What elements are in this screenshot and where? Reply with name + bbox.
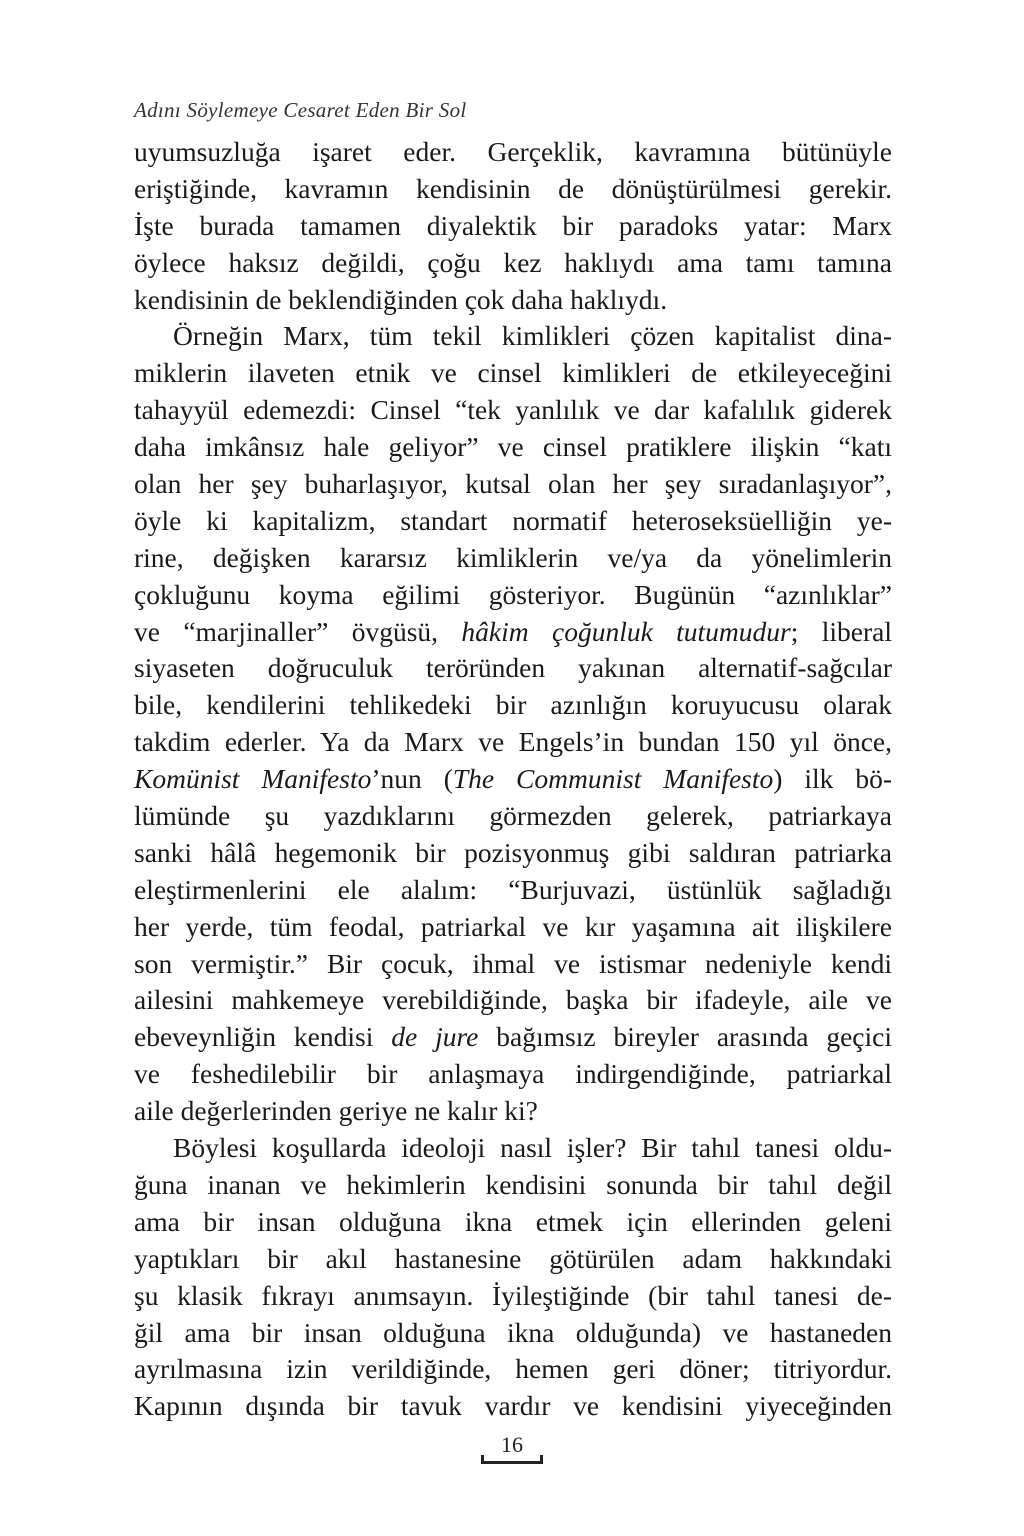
text-line: ğuna inanan ve hekimlerin kendisini sonunda bir tahıl değil xyxy=(134,1168,892,1200)
text-line: olan her şey buharlaşıyor, kutsal olan her şey sıradanlaşıyor”, xyxy=(134,468,892,500)
text-line: ğil ama bir insan olduğuna ikna olduğunda) ve hastaneden xyxy=(134,1316,892,1348)
italic-emphasis: hâkim çoğunluk tutumudur xyxy=(461,615,791,647)
text-segment: ebeveynliğin kendisi xyxy=(134,1021,392,1053)
text-line: yaptıkları bir akıl hastanesine götürülen adam hakkındaki xyxy=(134,1242,892,1274)
italic-title: The Communist Manifesto xyxy=(452,763,774,795)
text-segment: ; liberal xyxy=(790,615,892,647)
text-line: ailesini mahkemeye verebildiğinde, başka bir ifadeyle, aile ve xyxy=(134,984,892,1016)
text-line: takdim ederler. Ya da Marx ve Engels’in bundan 150 yıl önce, xyxy=(134,726,892,758)
text-line: ve feshedilebilir bir anlaşmaya indirgendiğinde, patriarkal xyxy=(134,1058,892,1090)
text-line: uyumsuzluğa işaret eder. Gerçeklik, kavramına bütünüyle xyxy=(134,136,892,167)
text-segment: ) ilk bö- xyxy=(773,763,892,795)
text-line: çokluğunu koyma eğilimi gösteriyor. Bugünün “azınlıklar” xyxy=(134,578,892,610)
text-segment: ’nun ( xyxy=(371,763,453,795)
text-line: son vermiştir.” Bir çocuk, ihmal ve istismar nedeniyle kendi xyxy=(134,947,892,979)
text-line: Böylesi koşullarda ideoloji nasıl işler? Bir tahıl tanesi oldu- xyxy=(173,1132,892,1164)
text-line: Kapının dışında bir tavuk vardır ve kendisini yiyeceğinden xyxy=(134,1390,892,1422)
text-segment: bağımsız bireyler arasında geçici xyxy=(478,1021,893,1053)
text-line: rine, değişken kararsız kimliklerin ve/ya da yönelimlerin xyxy=(134,541,892,573)
text-line: aile değerlerinden geriye ne kalır ki? xyxy=(134,1095,538,1127)
text-line: eleştirmenlerini ele alalım: “Burjuvazi, üstünlük sağladığı xyxy=(134,873,892,905)
text-line: sanki hâlâ hegemonik bir pozisyonmuş gibi saldıran patriarka xyxy=(134,836,892,868)
text-line: bile, kendilerini tehlikedeki bir azınlığın koruyucusu olarak xyxy=(134,689,892,721)
italic-title: Komünist Manifesto xyxy=(134,763,372,795)
text-line: lümünde şu yazdıklarını görmezden gelerek, patriarkaya xyxy=(134,800,892,832)
text-segment: ve “marjinaller” övgüsü, xyxy=(134,615,462,647)
page-number-rule xyxy=(481,1461,543,1464)
text-line: tahayyül edemezdi: Cinsel “tek yanlılık ve dar kafalılık giderek xyxy=(134,394,892,426)
text-line: kendisinin de beklendiğinden çok daha haklıydı. xyxy=(134,283,668,315)
text-line xyxy=(134,614,892,651)
text-line: ama bir insan olduğuna ikna etmek için ellerinden geleni xyxy=(134,1205,892,1237)
text-line: her yerde, tüm feodal, patriarkal ve kır yaşamına ait ilişkilere xyxy=(134,910,892,942)
text-line: şu klasik fıkrayı anımsayın. İyileştiğinde (bir tahıl tanesi de- xyxy=(134,1279,892,1311)
body-text xyxy=(134,134,892,1425)
text-line: ayrılmasına izin verildiğinde, hemen geri döner; titriyordur. xyxy=(134,1353,892,1385)
text-line: öylece haksız değildi, çoğu kez haklıydı ama tamı tamına xyxy=(134,246,892,278)
page-number: 16 xyxy=(501,1432,523,1457)
text-line: öyle ki kapitalizm, standart normatif heteroseksüelliğin ye- xyxy=(134,504,892,536)
text-line xyxy=(134,761,892,798)
running-head: Adını Söylemeye Cesaret Eden Bir Sol xyxy=(134,98,467,122)
text-line: İşte burada tamamen diyalektik bir paradoks yatar: Marx xyxy=(134,209,892,241)
text-line: Örneğin Marx, tüm tekil kimlikleri çözen kapitalist dina- xyxy=(173,320,892,352)
text-line: eriştiğinde, kavramın kendisinin de dönüştürülmesi gerekir. xyxy=(134,172,892,204)
text-line xyxy=(134,1019,892,1056)
italic-emphasis: de jure xyxy=(391,1021,479,1053)
text-line: miklerin ilaveten etnik ve cinsel kimlikleri de etkileyeceğini xyxy=(134,357,892,389)
text-line: siyaseten doğruculuk teröründen yakınan alternatif-sağcılar xyxy=(134,652,892,684)
text-line: daha imkânsız hale geliyor” ve cinsel pratiklere ilişkin “katı xyxy=(134,431,892,463)
